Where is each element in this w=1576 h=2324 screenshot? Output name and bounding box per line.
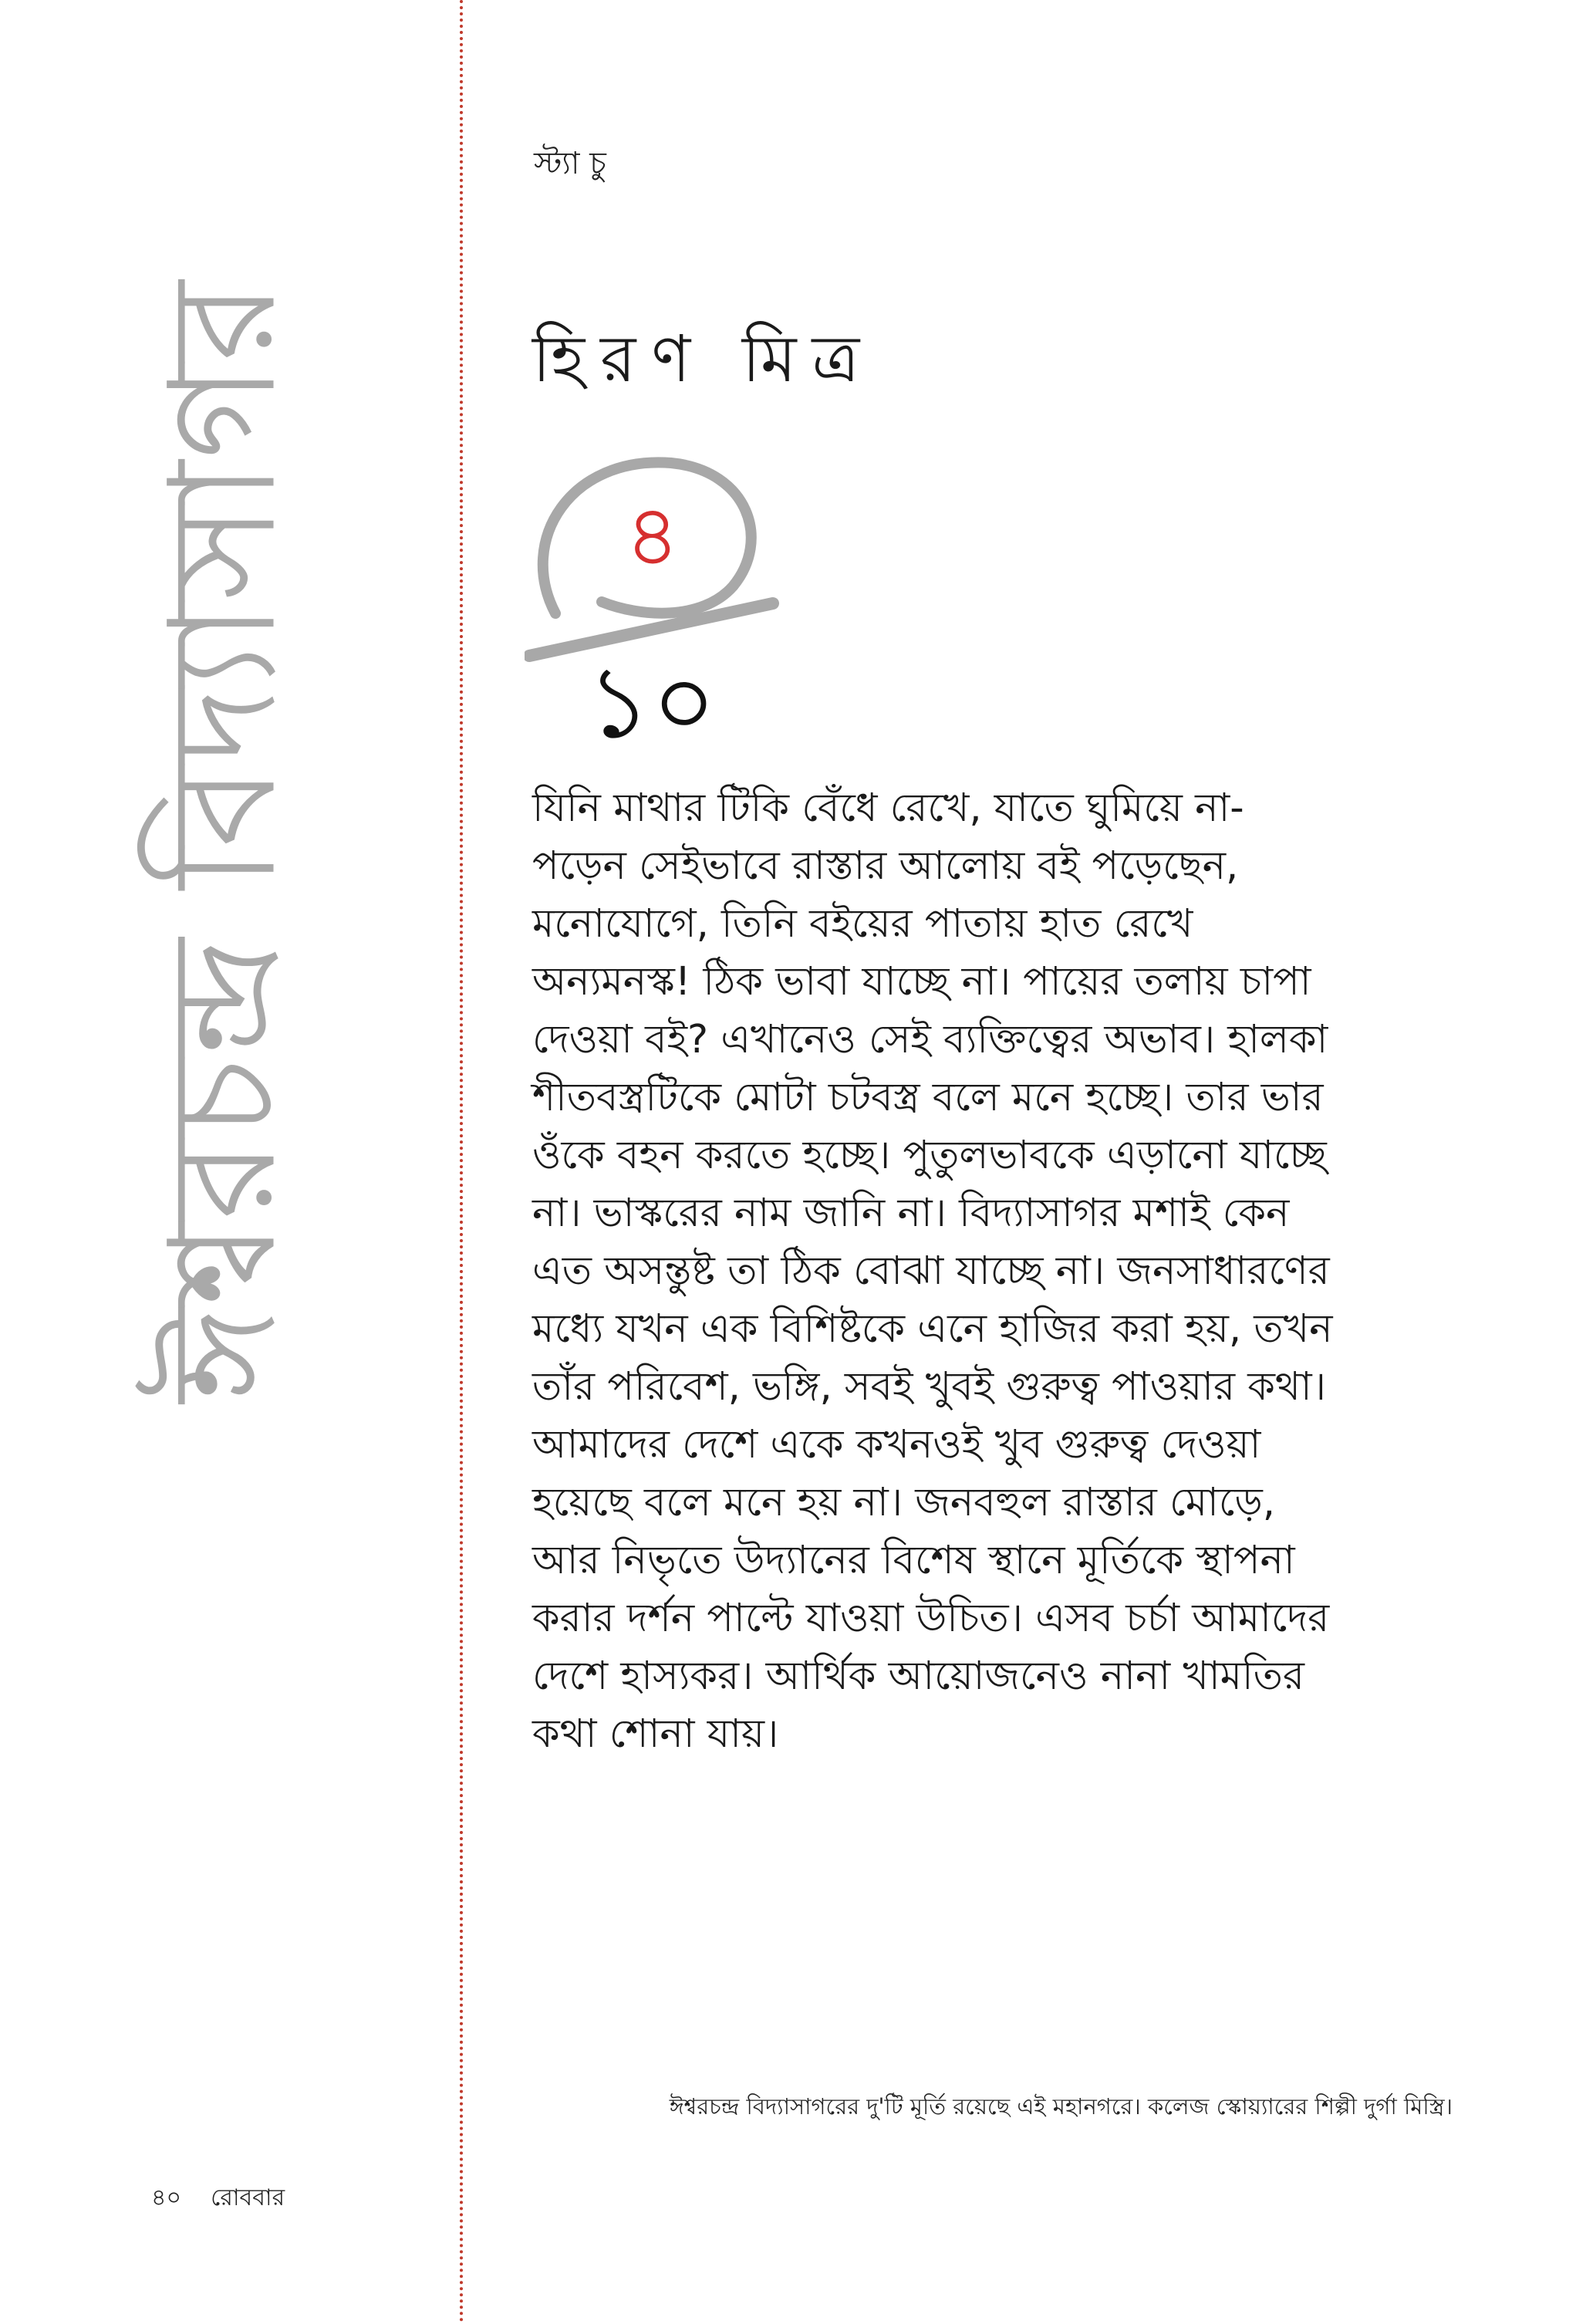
page-number: ৪০ [151,2184,181,2211]
author-name: হিরণ মিত্র [532,321,876,397]
vertical-title: ঈশ্বরচন্দ্র বিদ্যাসাগর [137,279,309,1403]
article-body: যিনি মাথার টিকি বেঁধে রেখে, যাতে ঘুমিয়ে না- পড়েন সেইভাবে রাস্তার আলোয় বই পড়েছেন, মনোযোগে, তিনি বইয়ের পাতায় হাত রেখে অন্যমনস্ক! ঠিক ভাবা যাচ্ছে না। পায়ের তলায় চাপা দেওয়া বই? এখানেও সেই ব্যক্তিত্বের অভাব। হালকা শীতবস্ত্রটিকে মোটা চটবস্ত্র বলে মনে হচ্ছে। তার ভার ওঁকে বহন করতে হচ্ছে। পুতুলভাবকে এড়ানো যাচ্ছে না। ভাস্করের নাম জানি না। বিদ্যাসাগর মশাই কেন এত অসন্তুষ্ট তা ঠিক বোঝা যাচ্ছে না। জনসাধারণের মধ্যে যখন এক বিশিষ্টকে এনে হাজির করা হয়, তখন তাঁর পরিবেশ, ভঙ্গি, সবই খুবই গুরুত্ব পাওয়ার কথা। আমাদের দেশে একে কখনওই খুব গুরুত্ব দেওয়া হয়েছে বলে মনে হয় না। জনবহুল রাস্তার মোড়ে, আর নিভৃতে উদ্যানের বিশেষ স্থানে মূর্তিকে স্থাপনা করার দর্শন পাল্টে যাওয়া উচিত। এসব চর্চা আমাদের দেশে হাস্যকর। আর্থিক আয়োজনেও নানা খামতির কথা শোনা যায়। [532,785,1333,1757]
series-denominator: ১০ [586,643,717,761]
section-label: স্ট্যা চু [534,146,606,181]
column-divider [460,0,463,2324]
publication-name: রোববার [211,2184,285,2211]
photo-caption: ঈশ্বরচন্দ্র বিদ্যাসাগরের দু'টি মূর্তি রয়েছে এই মহানগরে। কলেজ স্কোয়্যারের শিল্পী দুর্গা মিস্ত্রি। [669,2093,1453,2120]
page-footer [151,2179,285,2218]
series-numerator: ৪ [625,486,680,585]
